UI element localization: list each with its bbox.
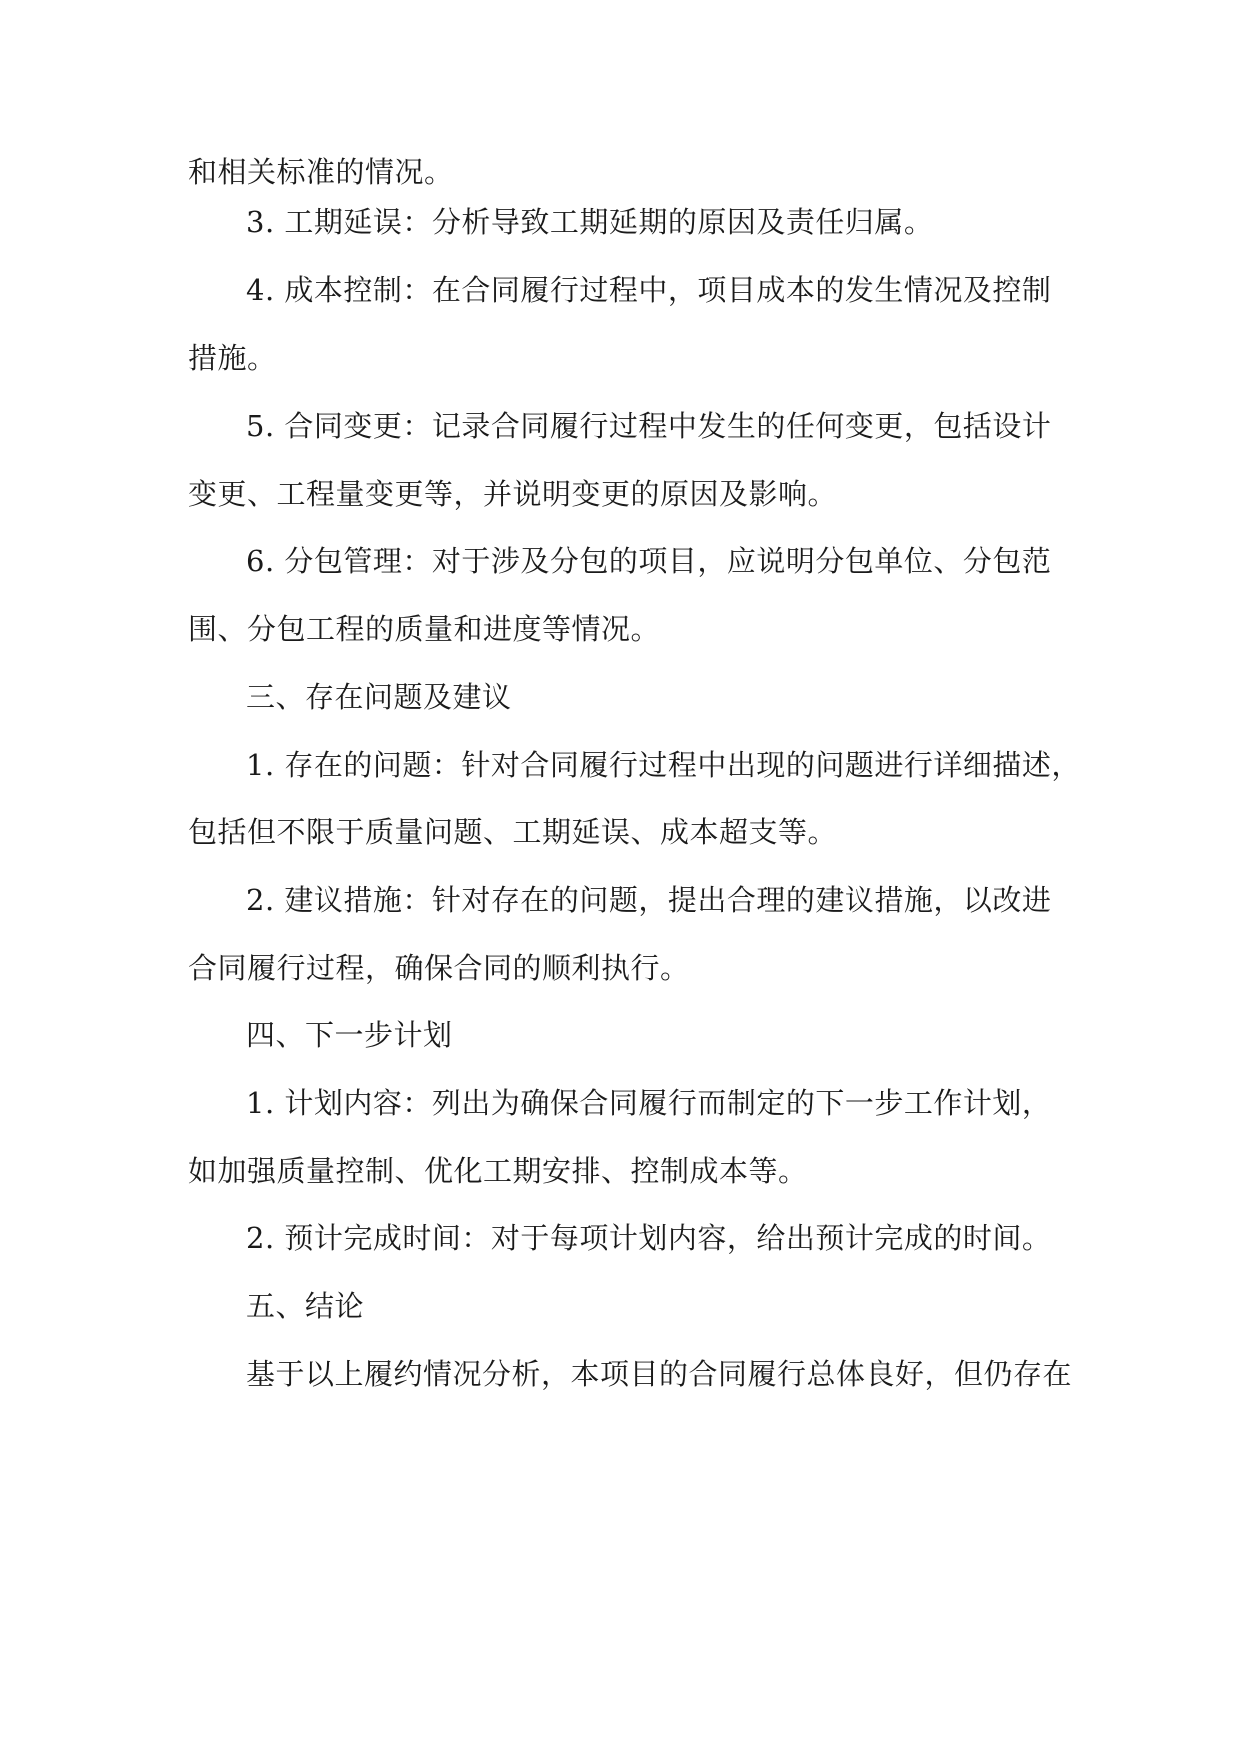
conclusion-paragraph: 基于以上履约情况分析，本项目的合同履行总体良好，但仍存在 — [246, 1357, 1073, 1391]
list-item-completion-time: 2. 预计完成时间：对于每项计划内容，给出预计完成的时间。 — [246, 1221, 1052, 1255]
text-line: 措施。 — [188, 341, 277, 375]
text-line: 合同履行过程，确保合同的顺利执行。 — [188, 951, 690, 985]
text-line: 和相关标准的情况。 — [188, 155, 454, 189]
text-line: 变更、工程量变更等，并说明变更的原因及影响。 — [188, 477, 838, 511]
list-item-schedule-delay: 3. 工期延误：分析导致工期延期的原因及责任归属。 — [246, 205, 934, 239]
list-item-subcontract: 6. 分包管理：对于涉及分包的项目，应说明分包单位、分包范 — [246, 544, 1052, 578]
list-item-issues: 1. 存在的问题：针对合同履行过程中出现的问题进行详细描述， — [246, 748, 1081, 782]
list-item-contract-change: 5. 合同变更：记录合同履行过程中发生的任何变更，包括设计 — [246, 409, 1052, 443]
section-heading: 五、结论 — [246, 1289, 365, 1323]
text-line: 围、分包工程的质量和进度等情况。 — [188, 612, 661, 646]
list-item-plan-content: 1. 计划内容：列出为确保合同履行而制定的下一步工作计划， — [246, 1086, 1052, 1120]
list-item-suggestions: 2. 建议措施：针对存在的问题，提出合理的建议措施，以改进 — [246, 883, 1052, 917]
text-line: 如加强质量控制、优化工期安排、控制成本等。 — [188, 1154, 808, 1188]
section-heading: 三、存在问题及建议 — [246, 680, 512, 714]
section-heading: 四、下一步计划 — [246, 1018, 453, 1052]
list-item-cost-control: 4. 成本控制：在合同履行过程中，项目成本的发生情况及控制 — [246, 273, 1052, 307]
text-line: 包括但不限于质量问题、工期延误、成本超支等。 — [188, 815, 838, 849]
